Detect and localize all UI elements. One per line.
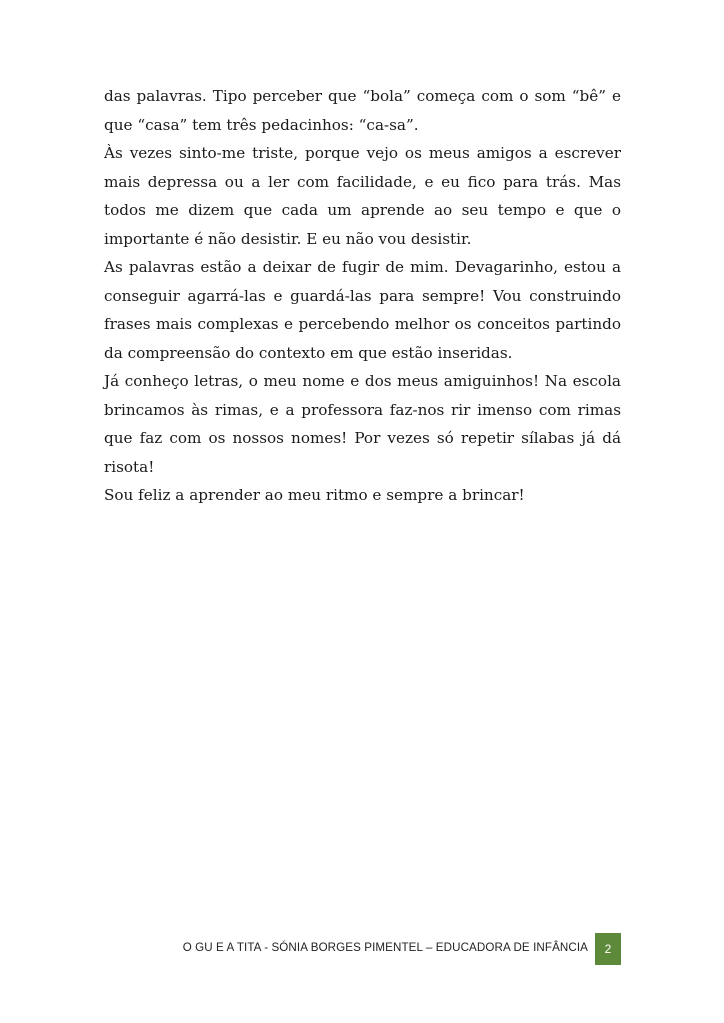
paragraph-4: Já conheço letras, o meu nome e dos meus amiguinhos! Na escola brincamos às rimas, e a professora faz-nos rir imenso com rimas que faz com os nossos nomes! Por vezes só repetir sílabas já dá risota! — [104, 372, 621, 476]
body-text — [104, 82, 621, 510]
page-footer — [0, 933, 724, 965]
paragraph-5: Sou feliz a aprender ao meu ritmo e sempre a brincar! — [104, 486, 525, 504]
paragraph-2: Às vezes sinto-me triste, porque vejo os meus amigos a escrever mais depressa ou a ler com facilidade, e eu fico para trás. Mas todos me dizem que cada um aprende ao seu tempo e que o importante é não desistir. E eu não vou desistir. — [104, 144, 621, 248]
paragraph-1: das palavras. Tipo perceber que “bola” começa com o som “bê” e que “casa” tem três pedacinhos: “ca-sa”. — [104, 87, 621, 134]
paragraph-3: As palavras estão a deixar de fugir de mim. Devagarinho, estou a conseguir agarrá-las e guardá-las para sempre! Vou construindo frases mais complexas e percebendo melhor os conceitos partindo da compreensão do contexto em que estão inseridas. — [104, 258, 621, 362]
page-number-badge: 2 — [595, 933, 621, 965]
footer-title: O GU E A TITA - SÓNIA BORGES PIMENTEL – EDUCADORA DE INFÂNCIA — [182, 941, 588, 954]
